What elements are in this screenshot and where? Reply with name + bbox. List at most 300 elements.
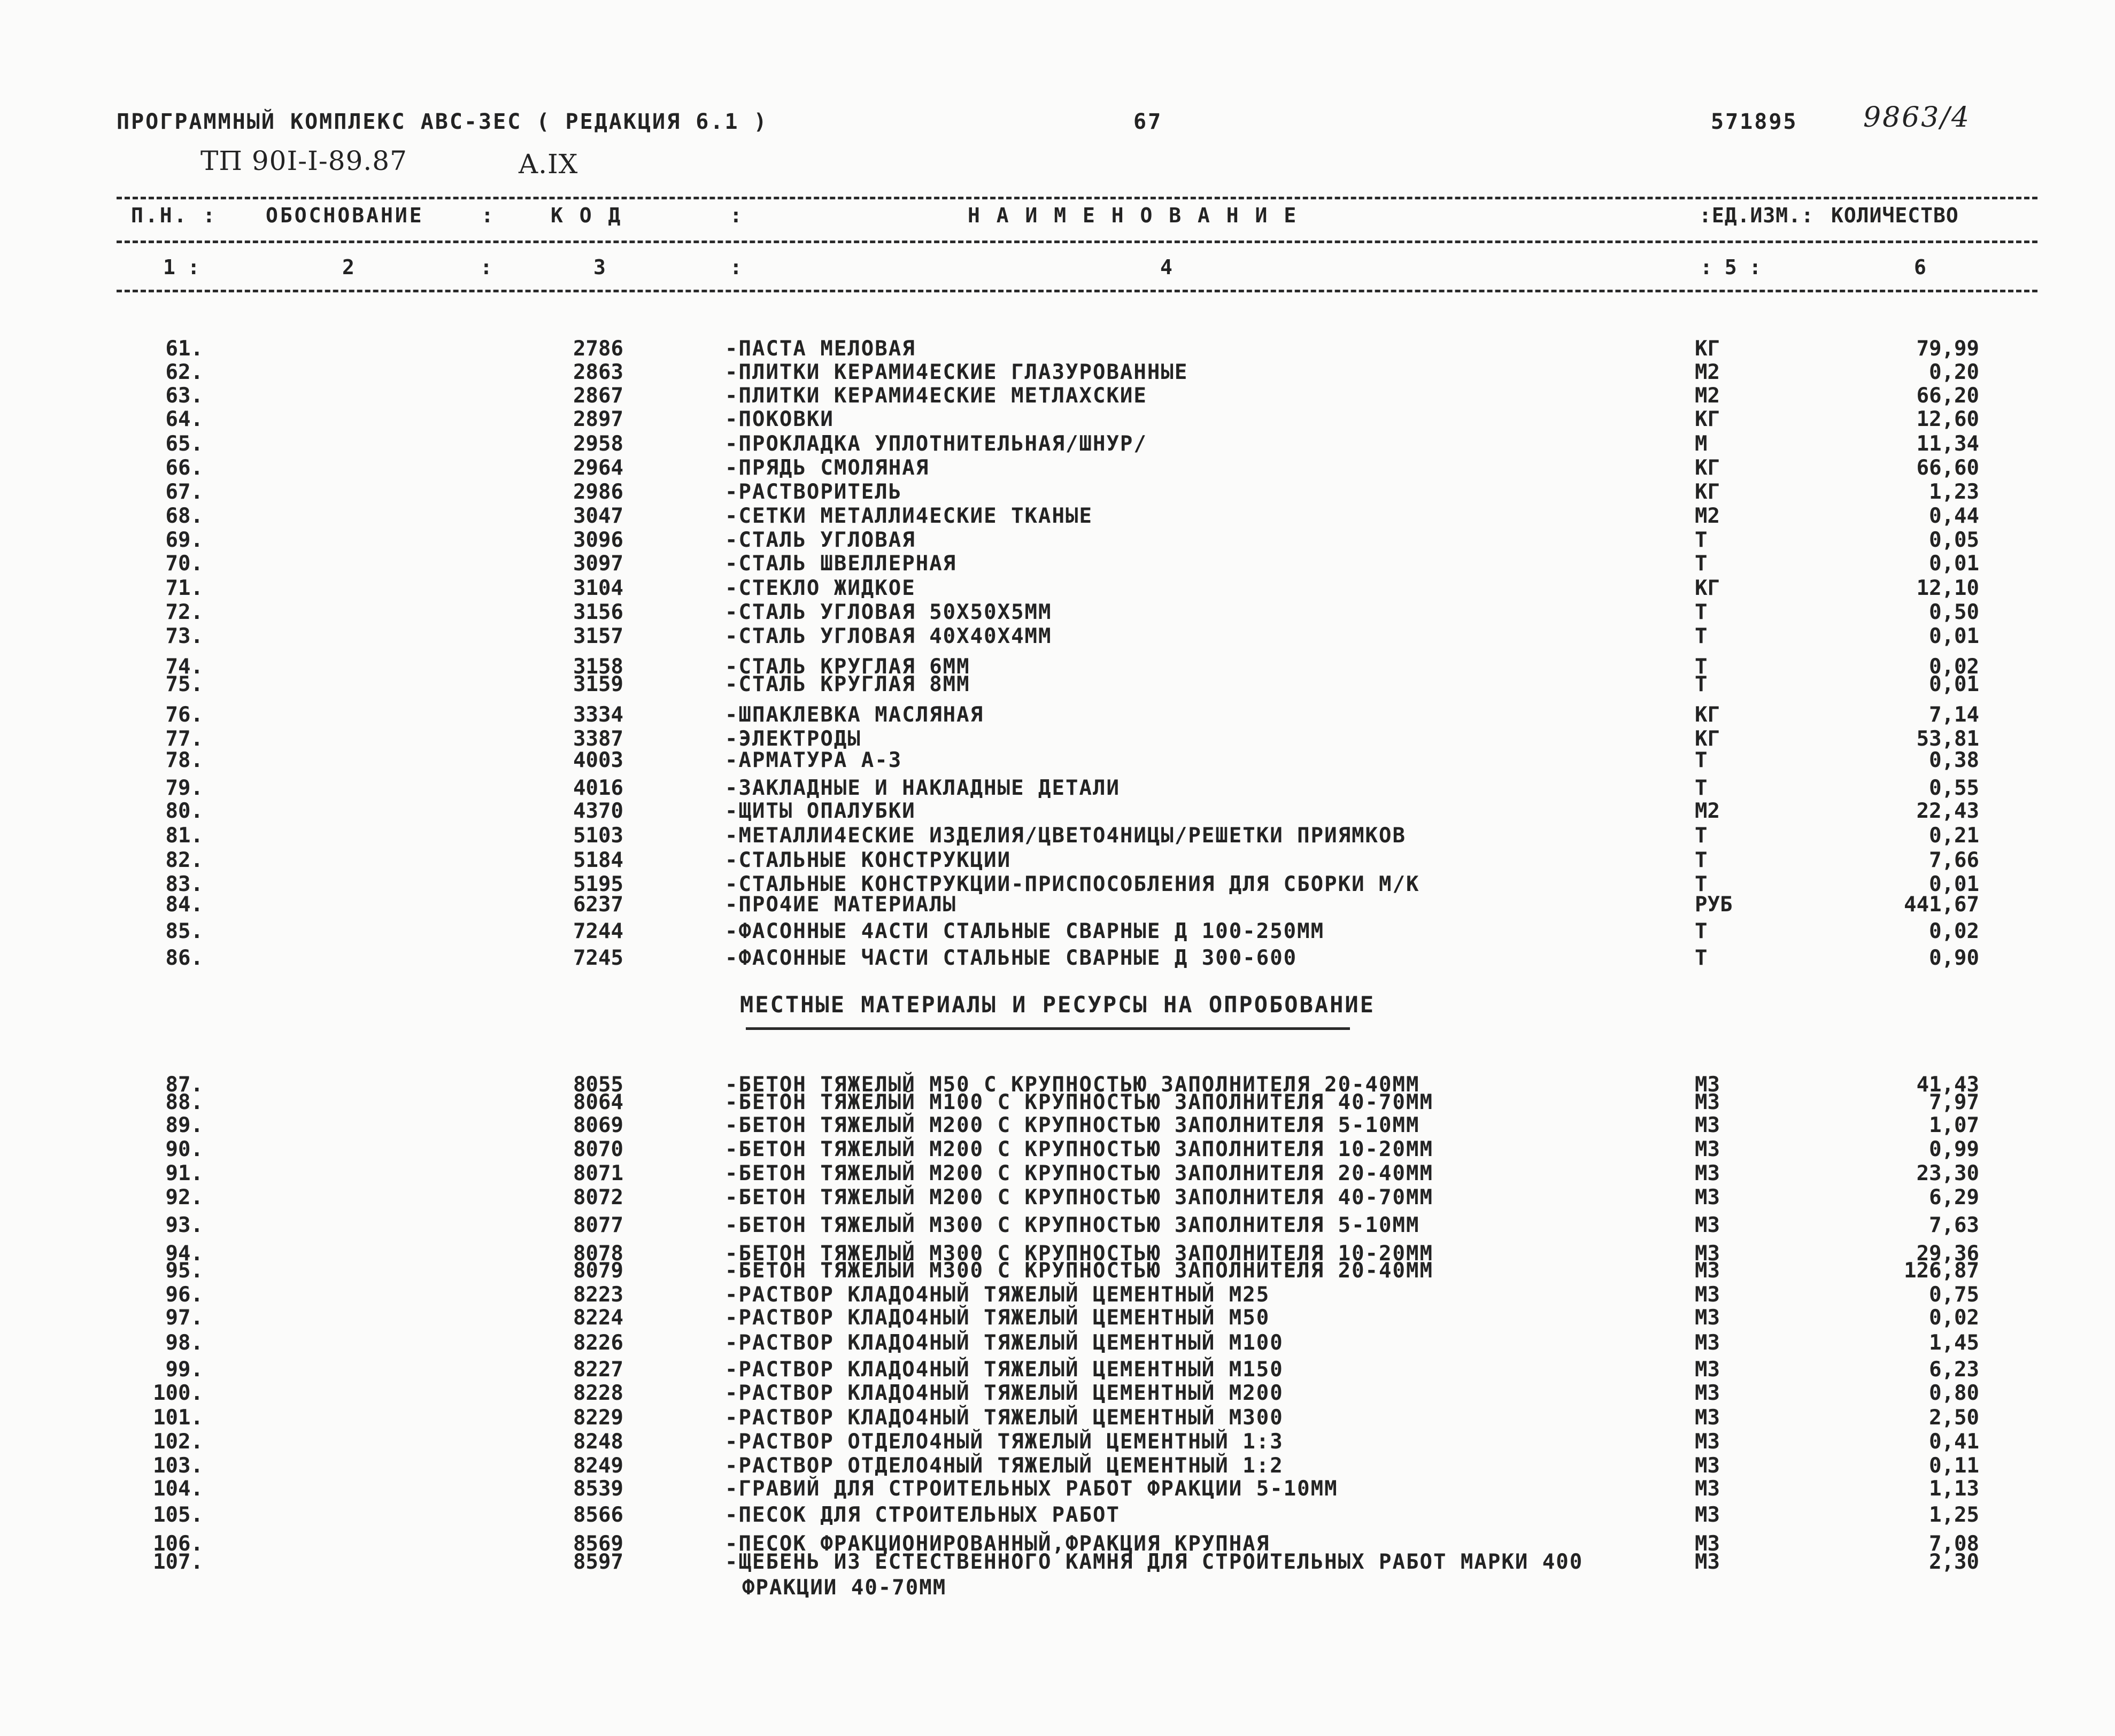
row-qty: 6,23 [1929,1358,1979,1382]
row-qty: 6,29 [1929,1185,1979,1210]
row-qty: 53,81 [1916,727,1979,751]
row-name: -СТАЛЬ КРУГЛАЯ 6ММ [725,655,970,679]
row-unit: М3 [1695,1331,1720,1355]
table-row [0,1161,2115,1186]
row-unit: М [1695,432,1708,456]
row-num: 78. [165,748,203,772]
col-number-4: 4 [1160,255,1172,279]
row-unit: Т [1695,776,1708,800]
row-num: 64. [165,407,203,431]
row-num: 94. [165,1242,203,1266]
col-number-6: 6 [1914,255,1926,279]
row-name: -РАСТВОР КЛАДО4НЫЙ ТЯЖЕЛЫЙ ЦЕМЕНТНЫЙ М100 [725,1331,1284,1355]
table-row [0,824,2115,848]
table-row [0,600,2115,625]
col-number-2: 2 [342,255,354,279]
row-unit: М3 [1695,1213,1720,1237]
row-num: 102. [153,1430,203,1454]
row-code: 7244 [573,919,623,943]
row-num: 76. [165,703,203,727]
row-num: 87. [165,1073,203,1097]
row-code: 2897 [573,407,623,431]
table-row [0,624,2115,649]
row-name: -РАСТВОР ОТДЕЛО4НЫЙ ТЯЖЕЛЫЙ ЦЕМЕНТНЫЙ 1:3 [725,1430,1284,1454]
row-qty: 2,30 [1929,1550,1979,1574]
row-qty: 41,43 [1916,1073,1979,1097]
row-unit: КГ [1695,456,1720,480]
row-name: -БЕТОН ТЯЖЕЛЫЙ М300 С КРУПНОСТЬЮ ЗАПОЛНИТЕЛЯ 20-40ММ [725,1259,1433,1283]
row-num: 88. [165,1090,203,1114]
table-row [0,576,2115,601]
col-number-sep: : [730,255,742,279]
row-num: 73. [165,624,203,648]
row-unit: Т [1695,848,1708,872]
row-num: 86. [165,946,203,970]
row-name: -БЕТОН ТЯЖЕЛЫЙ М50 С КРУПНОСТЬЮ ЗАПОЛНИТЕЛЯ 20-40ММ [725,1073,1420,1097]
row-unit: М3 [1695,1503,1720,1527]
row-num: 67. [165,480,203,504]
row-code: 3097 [573,552,623,576]
row-code: 2786 [573,337,623,361]
row-code: 6237 [573,893,623,917]
table-row [0,1113,2115,1138]
row-qty: 0,38 [1929,748,1979,772]
row-num: 103. [153,1454,203,1478]
row-qty: 0,80 [1929,1381,1979,1405]
handwritten-reference: 9863/4 [1863,102,1971,134]
row-unit: КГ [1695,727,1720,751]
row-code: 4003 [573,748,623,772]
row-num: 63. [165,384,203,408]
row-code: 3334 [573,703,623,727]
row-unit: М3 [1695,1454,1720,1478]
row-name: -РАСТВОР КЛАДО4НЫЙ ТЯЖЕЛЫЙ ЦЕМЕНТНЫЙ М50 [725,1306,1270,1330]
row-qty: 0,02 [1929,919,1979,943]
row-unit: М3 [1695,1306,1720,1330]
row-code: 5103 [573,824,623,848]
row-qty: 441,67 [1904,893,1979,917]
row-code: 8228 [573,1381,623,1405]
row-unit: М3 [1695,1283,1720,1307]
row-num: 99. [165,1358,203,1382]
row-qty: 7,14 [1929,703,1979,727]
album-code: A.IX [519,149,578,180]
row-qty: 0,20 [1929,360,1979,384]
table-row [0,1213,2115,1238]
row-code: 4370 [573,799,623,823]
row-qty: 1,45 [1929,1331,1979,1355]
row-num: 71. [165,576,203,600]
row-name: -РАСТВОР КЛАДО4НЫЙ ТЯЖЕЛЫЙ ЦЕМЕНТНЫЙ М200 [725,1381,1284,1405]
col-header-num: П.Н. : [131,204,218,227]
row-unit: М3 [1695,1532,1720,1556]
row-code: 3104 [573,576,623,600]
row-num: 106. [153,1532,203,1556]
row-qty: 1,23 [1929,480,1979,504]
row-unit: Т [1695,824,1708,848]
row-code: 8079 [573,1259,623,1283]
row-name: -БЕТОН ТЯЖЕЛЫЙ М200 С КРУПНОСТЬЮ ЗАПОЛНИТЕЛЯ 5-10ММ [725,1113,1420,1137]
row-qty: 0,05 [1929,528,1979,552]
table-row [0,1406,2115,1430]
row-code: 8071 [573,1161,623,1185]
table-row [0,552,2115,576]
table-row [0,432,2115,456]
row-num: 72. [165,600,203,624]
row-name: -ЩЕБЕНЬ ИЗ ЕСТЕСТВЕННОГО КАМНЯ ДЛЯ СТРОИТЕЛЬНЫХ РАБОТ МАРКИ 400 [725,1550,1584,1574]
row-code: 3157 [573,624,623,648]
row-code: 7245 [573,946,623,970]
row-unit: М3 [1695,1550,1720,1574]
row-name: -БЕТОН ТЯЖЕЛЫЙ М200 С КРУПНОСТЬЮ ЗАПОЛНИТЕЛЯ 20-40ММ [725,1161,1433,1185]
row-unit: КГ [1695,703,1720,727]
row-code: 3047 [573,504,623,528]
section-underline [746,1027,1350,1030]
row-unit: М2 [1695,384,1720,408]
program-title: ПРОГРАММНЫЙ КОМПЛЕКС АВС-3ЕС ( РЕДАКЦИЯ 6.1 ) [117,110,768,134]
row-qty: 0,02 [1929,1306,1979,1330]
row-unit: Т [1695,655,1708,679]
row-num: 89. [165,1113,203,1137]
row-name: -СТЕКЛО ЖИДКОЕ [725,576,916,600]
row-name: -БЕТОН ТЯЖЕЛЫЙ М200 С КРУПНОСТЬЮ ЗАПОЛНИТЕЛЯ 40-70ММ [725,1185,1433,1210]
row-code: 2867 [573,384,623,408]
table-row [0,1454,2115,1478]
row-unit: Т [1695,528,1708,552]
row-code: 8069 [573,1113,623,1137]
row-name: -СТАЛЬНЫЕ КОНСТРУКЦИИ-ПРИСПОСОБЛЕНИЯ ДЛЯ СБОРКИ М/К [725,872,1420,896]
row-qty: 0,75 [1929,1283,1979,1307]
row-num: 98. [165,1331,203,1355]
row-num: 80. [165,799,203,823]
row-code: 8227 [573,1358,623,1382]
row-qty: 1,07 [1929,1113,1979,1137]
table-row [0,1283,2115,1307]
row-num: 101. [153,1406,203,1430]
table-row [0,1381,2115,1406]
header-rule-bottom [117,290,2037,292]
row-name: -ФАСОННЫЕ 4АСТИ СТАЛЬНЫЕ СВАРНЫЕ Д 100-250ММ [725,919,1325,943]
row-code: 8077 [573,1213,623,1237]
col-number-5: : 5 : [1700,255,1762,279]
table-row [0,1137,2115,1162]
row-name: -ПРЯДЬ СМОЛЯНАЯ [725,456,930,480]
row-qty: 66,60 [1916,456,1979,480]
row-name: -РАСТВОР КЛАДО4НЫЙ ТЯЖЕЛЫЙ ЦЕМЕНТНЫЙ М150 [725,1358,1284,1382]
row-unit: Т [1695,624,1708,648]
row-num: 83. [165,872,203,896]
row-num: 62. [165,360,203,384]
row-unit: КГ [1695,576,1720,600]
row-code: 8569 [573,1532,623,1556]
row-qty: 0,01 [1929,624,1979,648]
row-name: -СЕТКИ МЕТАЛЛИ4ЕСКИЕ ТКАНЫЕ [725,504,1093,528]
row-107-name-continuation: ФРАКЦИИ 40-70ММ [742,1576,947,1600]
row-qty: 7,63 [1929,1213,1979,1237]
row-qty: 0,01 [1929,672,1979,696]
row-qty: 0,01 [1929,552,1979,576]
header-rule-middle [117,241,2037,243]
row-code: 8072 [573,1185,623,1210]
table-row [0,528,2115,553]
row-qty: 0,02 [1929,655,1979,679]
table-row [0,672,2115,697]
header-rule-top [117,197,2037,199]
row-code: 3096 [573,528,623,552]
row-code: 8566 [573,1503,623,1527]
row-unit: М3 [1695,1381,1720,1405]
row-name: -ПЕСОК ДЛЯ СТРОИТЕЛЬНЫХ РАБОТ [725,1503,1120,1527]
row-name: -СТАЛЬ УГЛОВАЯ 50Х50Х5ММ [725,600,1052,624]
row-code: 3387 [573,727,623,751]
row-qty: 22,43 [1916,799,1979,823]
table-row [0,480,2115,505]
row-qty: 0,90 [1929,946,1979,970]
doc-code: 571895 [1711,110,1798,134]
row-num: 61. [165,337,203,361]
table-row [0,1306,2115,1330]
table-row [0,1185,2115,1210]
table-row [0,1358,2115,1382]
row-qty: 0,21 [1929,824,1979,848]
row-unit: Т [1695,600,1708,624]
row-num: 85. [165,919,203,943]
row-name: -ПРОКЛАДКА УПЛОТНИТЕЛЬНАЯ/ШНУР/ [725,432,1147,456]
row-num: 104. [153,1477,203,1501]
row-name: -СТАЛЬ УГЛОВАЯ 40Х40Х4ММ [725,624,1052,648]
row-qty: 66,20 [1916,384,1979,408]
col-header-unit: :ЕД.ИЗМ.: [1699,204,1814,227]
row-code: 8224 [573,1306,623,1330]
row-code: 5184 [573,848,623,872]
row-num: 65. [165,432,203,456]
row-name: -МЕТАЛЛИ4ЕСКИЕ ИЗДЕЛИЯ/ЦВЕТО4НИЦЫ/РЕШЕТКИ ПРИЯМКОВ [725,824,1406,848]
row-unit: М3 [1695,1073,1720,1097]
table-row [0,799,2115,824]
row-unit: КГ [1695,407,1720,431]
row-code: 8539 [573,1477,623,1501]
row-qty: 0,50 [1929,600,1979,624]
table-row [0,1430,2115,1454]
row-qty: 0,11 [1929,1454,1979,1478]
row-qty: 2,50 [1929,1406,1979,1430]
row-name: -ЭЛЕКТРОДЫ [725,727,861,751]
row-code: 8055 [573,1073,623,1097]
row-unit: М3 [1695,1430,1720,1454]
row-name: -БЕТОН ТЯЖЕЛЫЙ М300 С КРУПНОСТЬЮ ЗАПОЛНИТЕЛЯ 10-20ММ [725,1242,1433,1266]
row-unit: М3 [1695,1113,1720,1137]
row-qty: 0,99 [1929,1137,1979,1161]
col-header-name: Н А И М Е Н О В А Н И Е [968,204,1299,227]
row-unit: Т [1695,919,1708,943]
row-num: 92. [165,1185,203,1210]
row-qty: 1,13 [1929,1477,1979,1501]
row-unit: КГ [1695,337,1720,361]
row-num: 70. [165,552,203,576]
row-num: 84. [165,893,203,917]
row-num: 105. [153,1503,203,1527]
row-code: 2958 [573,432,623,456]
section-title: МЕСТНЫЕ МАТЕРИАЛЫ И РЕСУРСЫ НА ОПРОБОВАНИЕ [739,991,1376,1018]
row-unit: М3 [1695,1406,1720,1430]
page-number: 67 [1133,110,1163,134]
row-unit: М3 [1695,1477,1720,1501]
table-row [0,776,2115,801]
col-number-1: 1 : [163,255,200,279]
row-unit: Т [1695,946,1708,970]
table-row [0,456,2115,480]
row-name: -ПЛИТКИ КЕРАМИ4ЕСКИЕ ГЛАЗУРОВАННЫЕ [725,360,1188,384]
row-num: 66. [165,456,203,480]
row-name: -РАСТВОРИТЕЛЬ [725,480,902,504]
row-code: 8078 [573,1242,623,1266]
row-num: 68. [165,504,203,528]
table-row [0,893,2115,917]
row-code: 5195 [573,872,623,896]
table-row [0,1503,2115,1528]
row-name: -ПЕСОК ФРАКЦИОНИРОВАННЫЙ,ФРАКЦИЯ КРУПНАЯ [725,1532,1270,1556]
row-name: -ПОКОВКИ [725,407,834,431]
col-header-sep: : [481,204,496,227]
row-num: 77. [165,727,203,751]
row-qty: 29,36 [1916,1242,1979,1266]
row-code: 2986 [573,480,623,504]
row-unit: М3 [1695,1090,1720,1114]
row-name: -СТАЛЬ КРУГЛАЯ 8ММ [725,672,970,696]
table-row [0,1331,2115,1355]
row-qty: 11,34 [1916,432,1979,456]
row-qty: 1,25 [1929,1503,1979,1527]
row-code: 8597 [573,1550,623,1574]
row-unit: М3 [1695,1259,1720,1283]
row-num: 90. [165,1137,203,1161]
row-name: -СТАЛЬНЫЕ КОНСТРУКЦИИ [725,848,1012,872]
row-num: 81. [165,824,203,848]
row-qty: 0,55 [1929,776,1979,800]
row-unit: Т [1695,552,1708,576]
row-unit: М2 [1695,504,1720,528]
row-qty: 12,60 [1916,407,1979,431]
row-code: 8064 [573,1090,623,1114]
row-name: -БЕТОН ТЯЖЕЛЫЙ М200 С КРУПНОСТЬЮ ЗАПОЛНИТЕЛЯ 10-20ММ [725,1137,1433,1161]
table-row [0,504,2115,529]
col-header-sep: : [730,204,744,227]
row-code: 8226 [573,1331,623,1355]
row-qty: 23,30 [1916,1161,1979,1185]
row-unit: М3 [1695,1358,1720,1382]
row-qty: 0,44 [1929,504,1979,528]
row-unit: М2 [1695,799,1720,823]
row-name: -ГРАВИЙ ДЛЯ СТРОИТЕЛЬНЫХ РАБОТ ФРАКЦИИ 5-10ММ [725,1477,1338,1501]
row-name: -СТАЛЬ ШВЕЛЛЕРНАЯ [725,552,957,576]
col-number-sep: : [480,255,492,279]
row-unit: Т [1695,672,1708,696]
row-num: 69. [165,528,203,552]
row-name: -ПЛИТКИ КЕРАМИ4ЕСКИЕ МЕТЛАХСКИЕ [725,384,1147,408]
row-name: -ЗАКЛАДНЫЕ И НАКЛАДНЫЕ ДЕТАЛИ [725,776,1120,800]
tp-code: ТП 90I-I-89.87 [200,145,407,176]
row-qty: 7,08 [1929,1532,1979,1556]
row-qty: 7,66 [1929,848,1979,872]
row-num: 74. [165,655,203,679]
row-name: -БЕТОН ТЯЖЕЛЫЙ М300 С КРУПНОСТЬЮ ЗАПОЛНИТЕЛЯ 5-10ММ [725,1213,1420,1237]
row-name: -АРМАТУРА А-3 [725,748,902,772]
table-row [0,1259,2115,1283]
col-header-qty: КОЛИЧЕСТВО [1831,204,1959,227]
table-row [0,946,2115,971]
row-name: -ПРО4ИЕ МАТЕРИАЛЫ [725,893,957,917]
row-num: 79. [165,776,203,800]
row-name: -РАСТВОР КЛАДО4НЫЙ ТЯЖЕЛЫЙ ЦЕМЕНТНЫЙ М25 [725,1283,1270,1307]
row-num: 93. [165,1213,203,1237]
table-row [0,1477,2115,1501]
row-qty: 12,10 [1916,576,1979,600]
row-num: 96. [165,1283,203,1307]
row-code: 2863 [573,360,623,384]
col-number-3: 3 [593,255,606,279]
row-num: 91. [165,1161,203,1185]
table-row [0,1550,2115,1575]
row-num: 97. [165,1306,203,1330]
row-code: 3159 [573,672,623,696]
row-code: 4016 [573,776,623,800]
row-unit: Т [1695,748,1708,772]
row-name: -СТАЛЬ УГЛОВАЯ [725,528,916,552]
row-num: 95. [165,1259,203,1283]
row-qty: 0,01 [1929,872,1979,896]
row-code: 3156 [573,600,623,624]
row-qty: 79,99 [1916,337,1979,361]
row-qty: 7,97 [1929,1090,1979,1114]
row-name: -БЕТОН ТЯЖЕЛЫЙ М100 С КРУПНОСТЬЮ ЗАПОЛНИТЕЛЯ 40-70ММ [725,1090,1433,1114]
row-name: -ЩИТЫ ОПАЛУБКИ [725,799,916,823]
row-num: 107. [153,1550,203,1574]
row-unit: Т [1695,872,1708,896]
row-unit: М3 [1695,1185,1720,1210]
row-unit: КГ [1695,480,1720,504]
row-qty: 126,87 [1904,1259,1979,1283]
row-unit: М3 [1695,1242,1720,1266]
table-row [0,703,2115,727]
row-num: 75. [165,672,203,696]
row-name: -РАСТВОР ОТДЕЛО4НЫЙ ТЯЖЕЛЫЙ ЦЕМЕНТНЫЙ 1:2 [725,1454,1284,1478]
row-unit: М3 [1695,1161,1720,1185]
row-code: 8249 [573,1454,623,1478]
row-code: 8248 [573,1430,623,1454]
row-code: 3158 [573,655,623,679]
col-header-basis: ОБОСНОВАНИЕ [266,204,424,227]
table-row [0,919,2115,944]
table-row [0,848,2115,873]
row-name: -РАСТВОР КЛАДО4НЫЙ ТЯЖЕЛЫЙ ЦЕМЕНТНЫЙ М300 [725,1406,1284,1430]
table-row [0,384,2115,408]
row-code: 8229 [573,1406,623,1430]
row-num: 82. [165,848,203,872]
table-row [0,748,2115,773]
row-code: 8070 [573,1137,623,1161]
row-unit: М3 [1695,1137,1720,1161]
table-row [0,360,2115,385]
row-code: 2964 [573,456,623,480]
row-code: 8223 [573,1283,623,1307]
col-header-code: К О Д [551,204,623,227]
row-unit: М2 [1695,360,1720,384]
row-name: -ПАСТА МЕЛОВАЯ [725,337,916,361]
row-unit: РУБ [1695,893,1733,917]
row-name: -ФАСОННЫЕ ЧАСТИ СТАЛЬНЫЕ СВАРНЫЕ Д 300-600 [725,946,1298,970]
row-qty: 0,41 [1929,1430,1979,1454]
table-row [0,407,2115,432]
